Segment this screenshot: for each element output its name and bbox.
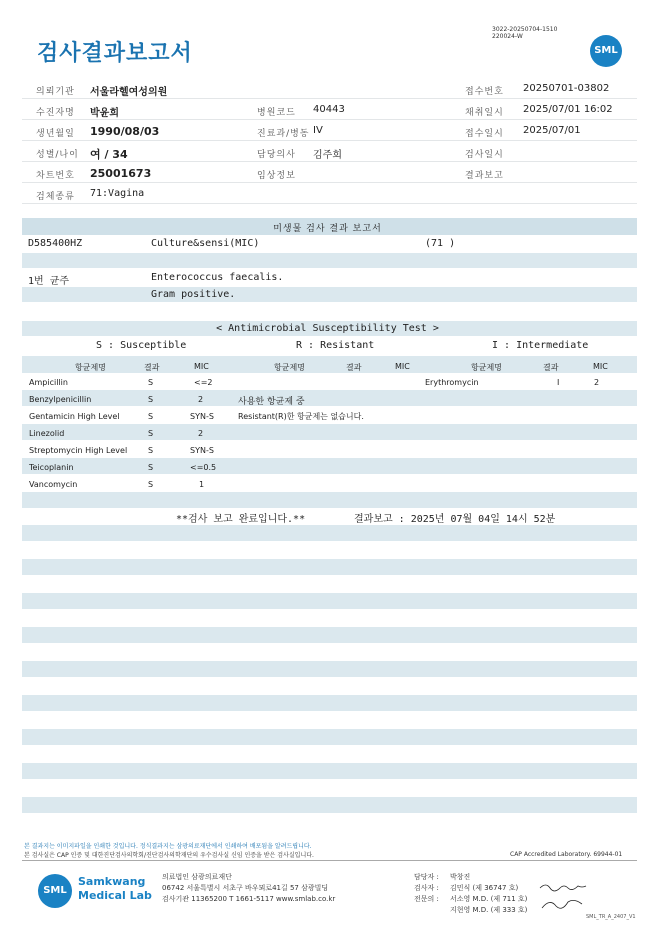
label-result-report: 결과보고 [465,171,504,181]
band [22,253,637,268]
col-result-2: 결과 [346,363,362,372]
value-chart: 25001673 [90,167,152,180]
tester-name: 김민식 (제 36747 호) [450,884,519,892]
brand-line-2: Medical Lab [78,889,152,902]
label-specimen: 검체종류 [36,192,75,202]
band [22,559,637,575]
drug-name: Ampicillin [29,378,68,387]
band [22,627,637,643]
value-collect-date: 2025/07/01 16:02 [523,104,613,115]
col-mic-1: MIC [194,362,209,371]
band [22,797,637,813]
specialist-1: 서소영 M.D. (제 711 호) [450,895,528,903]
band [22,593,637,609]
form-code: SML_TR_A_2407_V1 [586,914,636,920]
value-name: 박윤희 [90,108,119,119]
drug-mic: 2 [198,395,204,404]
value-hospital-code: 40443 [313,104,345,115]
drug-result: S [148,463,154,472]
report-time: 결과보고 : 2025년 07월 04일 14시 52분 [354,514,556,525]
band [22,424,637,440]
org-contact: 검사기관 11365200 T 1661-5117 www.smlab.co.kr [162,895,336,903]
info-row-3 [22,121,637,141]
drug-name: Teicoplanin [29,463,74,472]
signature-graphic [538,878,590,918]
org-address: 06742 서울특별시 서초구 바우뫼로41길 57 삼광빌딩 [162,884,329,892]
drug-result: S [148,378,154,387]
band [22,525,637,541]
staff-label: 담당자 : [414,873,439,881]
value-doctor: 김주희 [313,150,342,161]
value-receipt-no: 20250701-03802 [523,83,610,94]
drug-name: Benzylpenicillin [29,395,92,404]
org-name: 의료법인 삼광의료재단 [162,873,232,881]
drug-name: Vancomycin [29,480,78,489]
footer-divider [22,860,637,861]
info-row-6 [22,184,637,204]
drug-mic: SYN-S [190,446,214,455]
info-row-4 [22,142,637,162]
band [22,661,637,677]
drug-result: I [557,378,560,387]
drug-mic: 1 [199,480,205,489]
drug-name: Erythromycin [425,378,479,387]
info-row-5 [22,163,637,183]
value-dob: 1990/08/03 [90,125,160,138]
legend-intermediate: I : Intermediate [492,340,589,351]
drug-mic: 2 [594,378,600,387]
brand-line-1: Samkwang [78,875,146,888]
value-receipt-date: 2025/07/01 [523,125,581,136]
document-code-line2: 220024-W [492,33,523,40]
sml-logo [590,35,622,67]
drug-result: S [148,395,154,404]
document-code-line1: 3022-20250704-1510 [492,26,558,33]
info-row-2 [22,100,637,120]
footer-sml-logo [38,874,72,908]
band [22,492,637,508]
label-hospital-code: 병원코드 [257,108,296,118]
col-result-3: 결과 [543,363,559,372]
disclaimer-2: 본 검사실은 CAP 인증 및 대한진단검사의학회/진단검사의학재단의 우수검사실 신임 인증을 받은 검사실입니다. [24,852,314,859]
micro-section-title: 미생물 검사 결과 보고서 [273,224,382,234]
value-dept: IV [313,125,323,136]
col-drug-2: 항균제명 [274,363,305,372]
drug-mic: 2 [198,429,204,438]
footer-sml-logo-text: SML [43,885,67,896]
band [22,729,637,745]
col-mic-2: MIC [395,362,410,371]
band [22,763,637,779]
tester-label: 검사자 : [414,884,439,892]
label-exam-date: 검사일시 [465,150,504,160]
label-dob: 생년월일 [36,129,75,139]
label-name: 수진자명 [36,108,75,118]
organism-label: 1번 균주 [28,276,70,287]
drug-mic: <=2 [194,378,213,387]
test-number: (71 ) [425,238,456,249]
label-clinical: 임상정보 [257,171,296,181]
ast-title: < Antimicrobial Susceptibility Test > [216,323,439,334]
drug-mic: <=0.5 [190,463,217,472]
value-sex-age: 여 / 34 [90,148,128,161]
label-collect-date: 채취일시 [465,108,504,118]
label-sex-age: 성별/나이 [36,150,79,160]
sml-logo-text: SML [594,45,618,56]
specialist-label: 전문의 : [414,895,439,903]
value-institution: 서울라헬여성의원 [90,87,168,98]
drug-result: S [148,412,154,421]
organism-name: Enterococcus faecalis. [151,272,284,283]
gram-stain: Gram positive. [151,289,236,300]
value-specimen: 71:Vagina [90,188,145,199]
band [22,458,637,474]
info-row-1 [22,79,637,99]
label-institution: 의뢰기관 [36,87,75,97]
document-code [492,26,557,40]
staff-name: 박창진 [450,873,471,881]
col-mic-3: MIC [593,362,608,371]
band [22,287,637,302]
legend-susceptible: S : Susceptible [96,340,187,351]
page-title: 검사결과보고서 [37,41,193,66]
label-chart: 차트번호 [36,171,75,181]
drug-result: S [148,446,154,455]
specialist-2: 지현영 M.D. (제 333 호) [450,906,528,914]
label-receipt-no: 접수번호 [465,87,504,97]
test-name: Culture&sensi(MIC) [151,238,260,249]
label-dept: 진료과/병동 [257,129,310,139]
resistance-note-1: 사용한 항균제 중 [238,397,305,407]
drug-result: S [148,429,154,438]
test-code: D585400HZ [28,238,83,249]
disclaimer-1: 본 결과지는 이미지파일을 인쇄한 것입니다. 정식결과지는 삼광의료재단에서 인쇄하여 배포됨을 알려드립니다. [24,843,312,850]
label-receipt-date: 접수일시 [465,129,504,139]
cap-accreditation: CAP Accredited Laboratory. 69944-01 [510,851,623,858]
legend-resistant: R : Resistant [296,340,375,351]
drug-name: Gentamicin High Level [29,412,120,421]
col-result-1: 결과 [144,363,160,372]
label-doctor: 담당의사 [257,150,296,160]
drug-name: Streptomycin High Level [29,446,128,455]
band [22,695,637,711]
col-drug-1: 항균제명 [75,363,106,372]
drug-mic: SYN-S [190,412,214,421]
band [22,390,637,406]
col-drug-3: 항균제명 [471,363,502,372]
drug-name: Linezolid [29,429,65,438]
completion-message: **검사 보고 완료입니다.** [176,514,306,525]
drug-result: S [148,480,154,489]
resistance-note-2: Resistant(R)한 항균제는 없습니다. [238,412,364,421]
